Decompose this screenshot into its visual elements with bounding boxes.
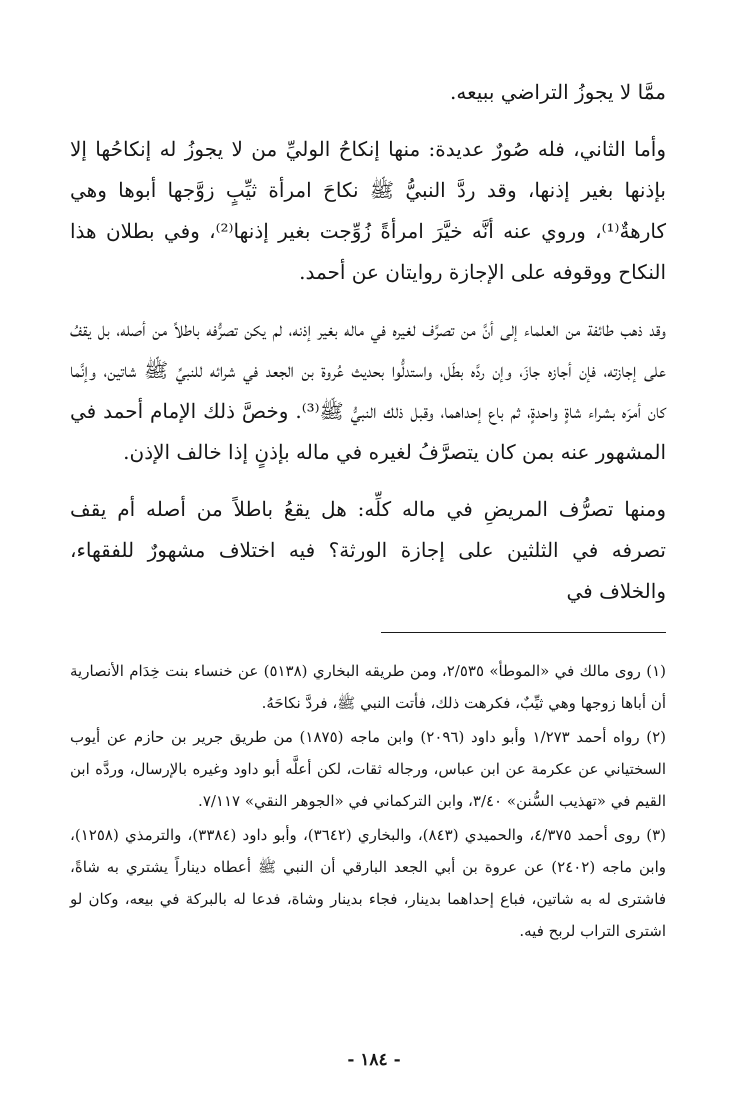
footnote-3: (٣) روى أحمد ٤/٣٧٥، والحميدي (٨٤٣)، والبخاري (٣٦٤٢)، وأبو داود (٣٣٨٤)، والترمذي (١٢٥٨)، وابن ماجه (٢٤٠٢) عن عروة بن أبي الجعد البارقي أن النبي ﷺ أعطاه ديناراً يشتري به شاةً، فاشترى له به شاتين، فباع إحداهما بدينار، فجاء بدينار وشاة، فدعا له بالبركة في بيعه، وكان لو اشترى التراب لربح فيه. bbox=[70, 826, 667, 940]
footnote-2: (٢) رواه أحمد ١/٢٧٣ وأبو داود (٢٠٩٦) وابن ماجه (١٨٧٥) من طريق جرير بن حازم عن أيوب السختياني عن عكرمة عن ابن عباس، ورجاله ثقات، لكن أعلَّه أبو داود وغيره بالإرسال، وردَّه ابن القيم في «تهذيب السُّنن» ٣/٤٠، وابن التركماني في «الجوهر النقي» ٧/١١٧. bbox=[70, 728, 666, 810]
footnotes bbox=[70, 655, 666, 947]
paragraph-unauthorized-dealing: وقد ذهب طائفة من العلماء إلى أنَّ من تصرَّف لغيره في ماله بغير إذنه، لم يكن تصرُّفه باطلاً من أصله، بل يقفُ على إجازته، فإن أجازه جازَ، وإن ردَّه بطَل، واستدلُّوا بحديث عُروة بن الجعد في شرائه للنبيِّ ﷺ شاتين، وإنَّما كان أمرَه بشراء شاةٍ واحدةٍ، ثم باع إحداهما، وقبل ذلك النبيُّ ﷺ⁽³⁾. وخصَّ ذلك الإمام أحمد في المشهور عنه بمن كان يتصرَّفُ لغيره في ماله بإذنٍ إذا خالف الإذن. bbox=[70, 317, 666, 464]
page-number: - ١٨٤ - bbox=[347, 1050, 401, 1070]
paragraph-sick-person: ومنها تصرُّف المريضِ في ماله كلِّه: هل يقعُ باطلاً من أصله أم يقف تصرفه في الثلثين على إجازة الورثة؟ فيه اختلاف مشهورٌ للفقهاء، والخلاف في bbox=[70, 497, 666, 603]
footnote-1: (١) روى مالك في «الموطأ» ٢/٥٣٥، ومن طريقه البخاري (٥١٣٨) عن خنساء بنت خِدَام الأنصارية أن أباها زوجها وهي ثيِّبٌ، فكرهت ذلك، فأتت النبي ﷺ، فردَّ نكاحَهُ. bbox=[70, 662, 666, 712]
paragraph-second-type: وأما الثاني، فله صُورٌ عديدة: منها إنكاحُ الوليِّ من لا يجوزُ له إنكاحُها إلا بإذنها بغير إذنها، وقد ردَّ النبيُّ ﷺ نكاحَ امرأة ثيِّبٍ زوَّجها أبوها وهي كارهةٌ⁽¹⁾، وروي عنه أنَّه خيَّرَ امرأةً زُوِّجت بغير إذنها⁽²⁾، وفي بطلان هذا النكاح ووقوفه على الإجازة روايتان عن أحمد. bbox=[70, 137, 666, 284]
footnote-separator bbox=[381, 632, 666, 633]
paragraph-continuation: ممَّا لا يجوزُ التراضي ببيعه. bbox=[450, 80, 666, 104]
main-text bbox=[70, 72, 666, 612]
